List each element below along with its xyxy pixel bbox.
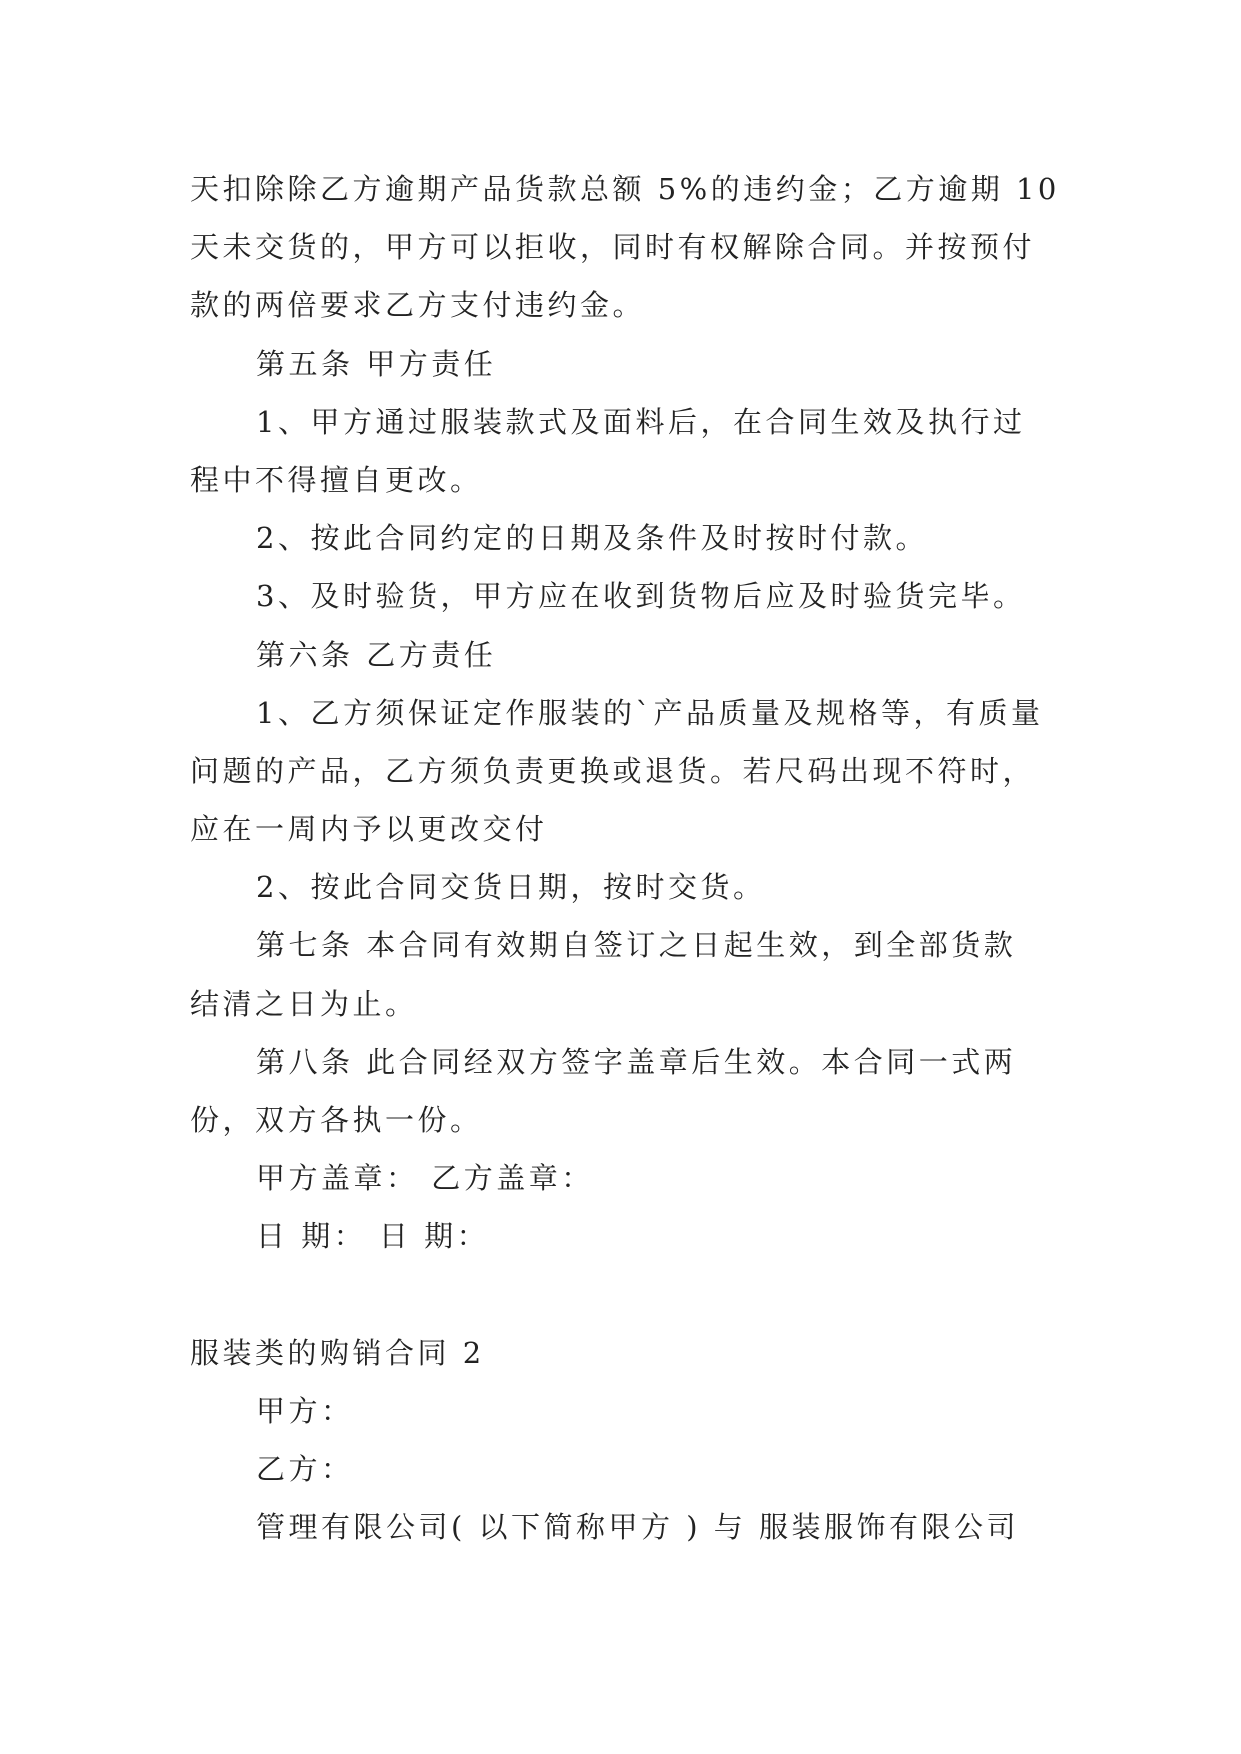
text-line: 2、按此合同交货日期，按时交货。 <box>256 870 766 905</box>
section-heading-7: 第七条 本合同有效期自签订之日起生效，到全部货款 <box>256 928 1017 963</box>
text-line: 份，双方各执一份。 <box>190 1103 483 1137</box>
section-heading-6: 第六条 乙方责任 <box>256 637 497 672</box>
text-line: 2、按此合同约定的日期及条件及时按时付款。 <box>256 521 928 556</box>
signature-line: 甲方盖章： 乙方盖章： <box>256 1161 594 1196</box>
text-line: 应在一周内予以更改交付 <box>190 812 548 847</box>
blank-line <box>190 1266 1070 1324</box>
text-line: 结清之日为止。 <box>190 986 418 1021</box>
text-line: 问题的产品，乙方须负责更换或退货。若尺码出现不符时， <box>190 753 1036 788</box>
text-line: 天未交货的，甲方可以拒收，同时有权解除合同。并按预付 <box>190 230 1036 265</box>
text-line: 程中不得擅自更改。 <box>190 462 483 497</box>
section-heading-8: 第八条 此合同经双方签字盖章后生效。本合同一式两 <box>256 1044 1017 1079</box>
text-line: 天扣除除乙方逾期产品货款总额 5%的违约金；乙方逾期 10 <box>190 172 1060 206</box>
text-line: 1、甲方通过服装款式及面料后，在合同生效及执行过 <box>256 404 1026 439</box>
contract-title: 服装类的购销合同 2 <box>190 1335 485 1370</box>
date-line: 日 期： 日 期： <box>256 1219 490 1254</box>
text-line: 款的两倍要求乙方支付违约金。 <box>190 288 646 323</box>
text-line: 管理有限公司( 以下简称甲方 ) 与 服装服饰有限公司 <box>256 1510 1020 1545</box>
section-heading-5: 第五条 甲方责任 <box>256 346 497 381</box>
text-line: 1、乙方须保证定作服装的`产品质量及规格等，有质量 <box>256 695 1044 730</box>
party-b-line: 乙方： <box>256 1452 354 1487</box>
party-a-line: 甲方： <box>256 1393 354 1428</box>
text-line: 3、及时验货，甲方应在收到货物后应及时验货完毕。 <box>256 579 1026 614</box>
contract-text <box>190 160 1070 1557</box>
